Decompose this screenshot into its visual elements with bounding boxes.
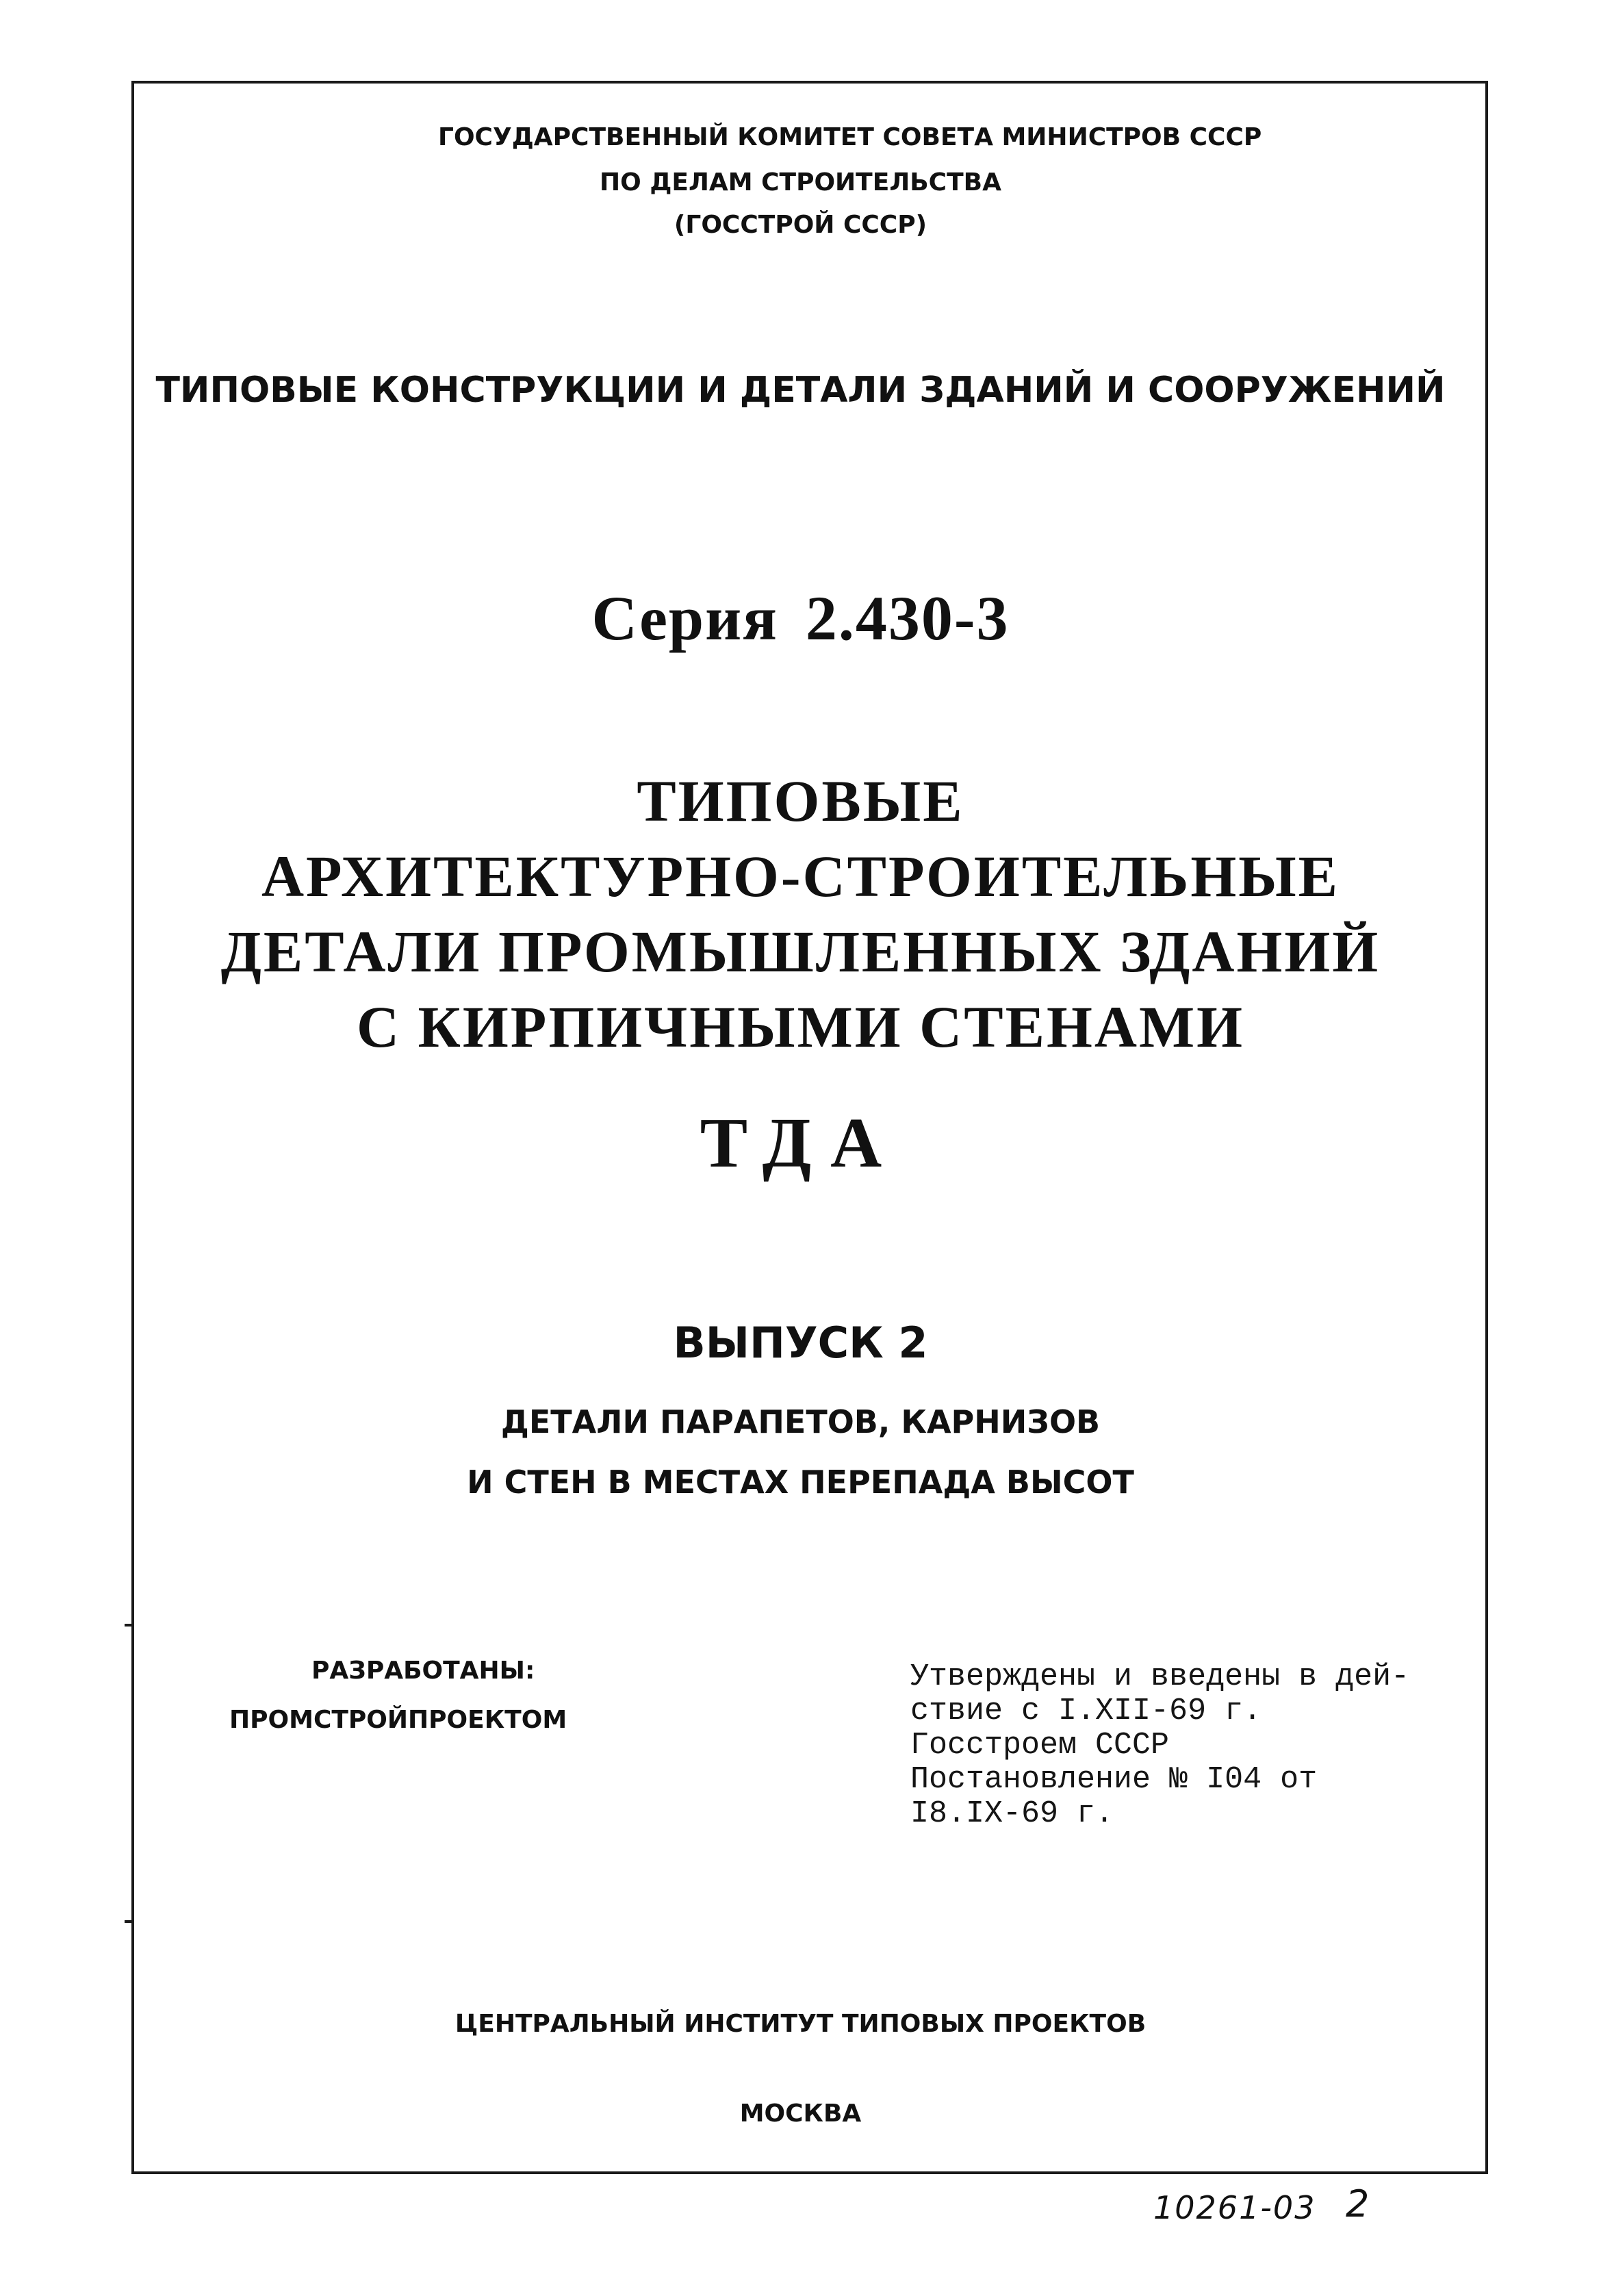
series-heading — [0, 582, 1601, 654]
document-number: 10261-03 — [1153, 2189, 1316, 2226]
ministry-line-1: ГОСУДАРСТВЕННЫЙ КОМИТЕТ СОВЕТА МИНИСТРОВ СССР — [438, 123, 1262, 151]
title-line-3: ДЕТАЛИ ПРОМЫШЛЕННЫХ ЗДАНИЙ — [220, 919, 1381, 984]
approval-line-5: I8.IX-69 г. — [910, 1796, 1114, 1831]
developer-organization: ПРОМСТРОЙПРОЕКТОМ — [229, 1706, 567, 1734]
developer-label: РАЗРАБОТАНЫ: — [311, 1657, 535, 1685]
sheet-number: 2 — [1346, 2182, 1370, 2225]
issue-subject-line-2: И СТЕН В МЕСТАХ ПЕРЕПАДА ВЫСОТ — [467, 1464, 1134, 1501]
title-line-2: АРХИТЕКТУРНО-СТРОИТЕЛЬНЫЕ — [261, 843, 1340, 909]
approval-line-2: ствие с I.XII-69 г. — [910, 1694, 1262, 1729]
approval-line-4: Постановление № I04 от — [910, 1762, 1318, 1797]
approval-line-3: Госстроем СССР — [910, 1728, 1170, 1763]
collection-title: ТИПОВЫЕ КОНСТРУКЦИИ И ДЕТАЛИ ЗДАНИЙ И СООРУЖЕНИЙ — [155, 370, 1446, 411]
issue-label: ВЫПУСК 2 — [673, 1318, 928, 1368]
margin-tick — [125, 1624, 133, 1627]
approval-line-1: Утверждены и введены в дей- — [910, 1659, 1410, 1694]
publisher-city: МОСКВА — [739, 2100, 862, 2128]
title-line-4: С КИРПИЧНЫМИ СТЕНАМИ — [356, 994, 1245, 1060]
ministry-line-3: (ГОССТРОЙ СССР) — [674, 211, 927, 239]
series-label: Серия — [591, 583, 778, 653]
ministry-line-2: ПО ДЕЛАМ СТРОИТЕЛЬСТВА — [600, 168, 1001, 196]
approval-block — [910, 1660, 1409, 1831]
series-abbreviation: ТДА — [700, 1104, 901, 1182]
title-line-1: ТИПОВЫЕ — [637, 768, 964, 834]
series-number: 2.430-3 — [805, 583, 1010, 653]
issue-subject-line-1: ДЕТАЛИ ПАРАПЕТОВ, КАРНИЗОВ — [500, 1403, 1101, 1440]
publisher-name: ЦЕНТРАЛЬНЫЙ ИНСТИТУТ ТИПОВЫХ ПРОЕКТОВ — [454, 2010, 1147, 2038]
margin-tick — [125, 1920, 133, 1923]
